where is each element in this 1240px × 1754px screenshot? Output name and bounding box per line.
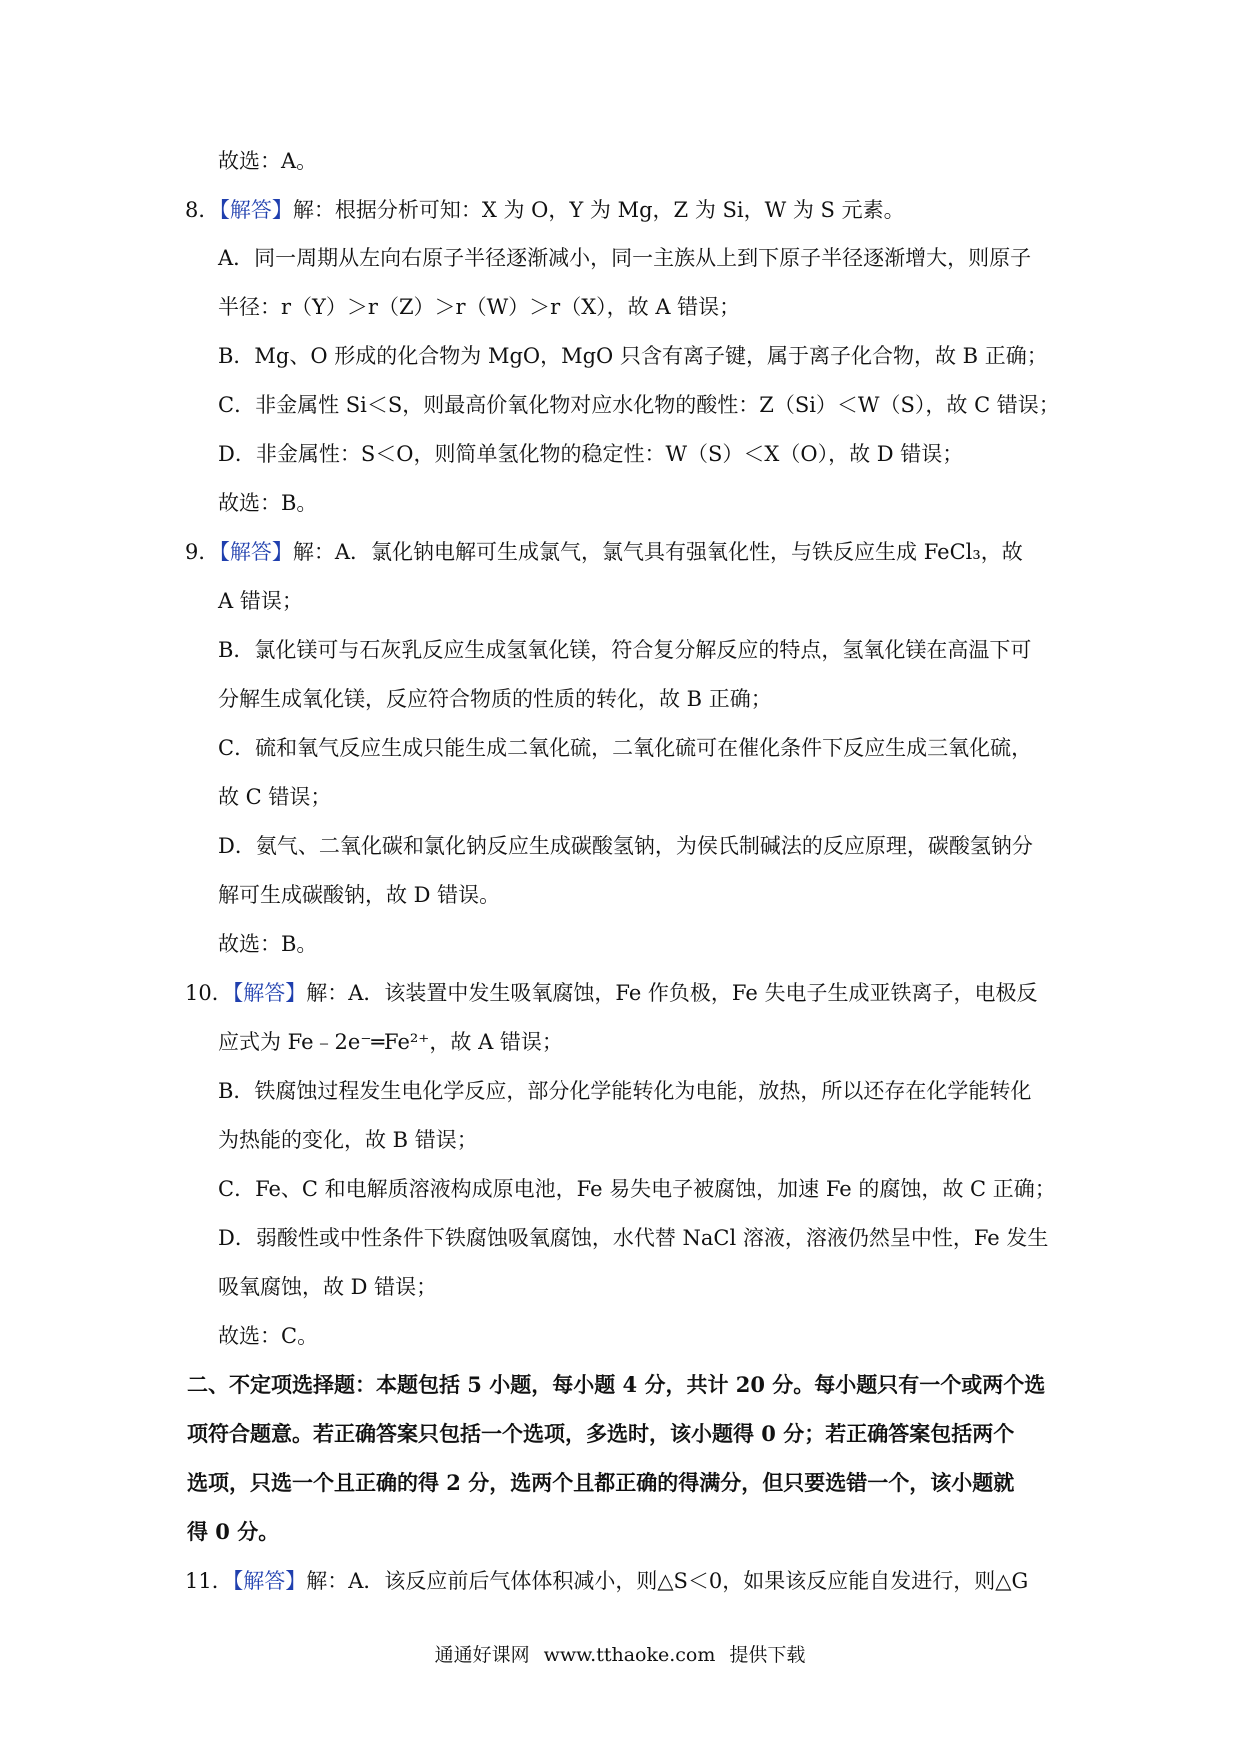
text-line bbox=[218, 733, 1032, 763]
text-line bbox=[218, 1321, 318, 1351]
text-line bbox=[187, 1419, 1014, 1449]
text-line bbox=[185, 1566, 1028, 1596]
line-text: B．铁腐蚀过程发生电化学反应，部分化学能转化为电能，放热，所以还存在化学能转化 bbox=[218, 1079, 1032, 1103]
line-text: D．非金属性：S＜O，则简单氢化物的稳定性：W（S）＜X（O），故 D 错误； bbox=[218, 442, 964, 466]
line-text: 吸氧腐蚀，故 D 错误； bbox=[218, 1275, 438, 1299]
text-line bbox=[218, 831, 1033, 861]
line-text: B．Mg、O 形成的化合物为 MgO，MgO 只含有离子键，属于离子化合物，故 B 正确； bbox=[218, 344, 1048, 368]
text-line bbox=[218, 586, 303, 616]
question-number: 9． bbox=[185, 540, 220, 564]
line-text: 解：A．该装置中发生吸氧腐蚀，Fe 作负极，Fe 失电子生成亚铁离子，电极反 bbox=[306, 981, 1038, 1005]
line-text: 得 0 分。 bbox=[187, 1519, 280, 1544]
line-text: A 错误； bbox=[218, 589, 303, 613]
line-text: 应式为 Fe﹣2e⁻═Fe²⁺，故 A 错误； bbox=[218, 1030, 563, 1054]
page-footer bbox=[0, 1640, 1240, 1667]
text-line bbox=[187, 1370, 1045, 1400]
text-line bbox=[218, 1027, 563, 1057]
line-text: 解可生成碳酸钠，故 D 错误。 bbox=[218, 883, 501, 907]
footer-url: www.tthaoke.com bbox=[543, 1644, 716, 1666]
text-line bbox=[218, 1076, 1031, 1106]
text-line bbox=[218, 1223, 1048, 1253]
text-line bbox=[218, 1125, 478, 1155]
line-text: 解：根据分析可知：X 为 O，Y 为 Mg，Z 为 Si，W 为 S 元素。 bbox=[292, 198, 905, 222]
line-text: 项符合题意。若正确答案只包括一个选项，多选时，该小题得 0 分；若正确答案包括两个 bbox=[187, 1421, 1015, 1446]
line-text: 故选：C。 bbox=[218, 1324, 319, 1348]
answer-tag: 【解答】 bbox=[232, 981, 307, 1005]
footer-note: 提供下载 bbox=[729, 1644, 806, 1666]
footer-site-name: 通通好课网 bbox=[434, 1644, 530, 1666]
text-line bbox=[185, 195, 905, 225]
text-line bbox=[218, 243, 1031, 273]
text-line bbox=[218, 880, 500, 910]
text-line bbox=[218, 439, 963, 469]
text-line bbox=[218, 146, 317, 176]
line-text: 二、不定项选择题：本题包括 5 小题，每小题 4 分，共计 20 分。每小题只有一个或两个选 bbox=[187, 1372, 1046, 1397]
text-line bbox=[218, 929, 317, 959]
text-line bbox=[187, 1468, 1014, 1498]
line-text: C．Fe、C 和电解质溶液构成原电池，Fe 易失电子被腐蚀，加速 Fe 的腐蚀，故 C 正确； bbox=[218, 1177, 1056, 1201]
line-text: 故选：B。 bbox=[218, 932, 318, 956]
text-line bbox=[218, 635, 1031, 665]
text-line bbox=[218, 292, 740, 322]
line-text: 故选：A。 bbox=[218, 149, 318, 173]
text-line bbox=[218, 341, 1048, 371]
text-line bbox=[185, 537, 1023, 567]
line-text: C．非金属性 Si＜S，则最高价氧化物对应水化物的酸性：Z（Si）＜W（S），故 C 错误； bbox=[218, 393, 1060, 417]
line-text: 选项，只选一个且正确的得 2 分，选两个且都正确的得满分，但只要选错一个，该小题就 bbox=[187, 1470, 1015, 1495]
answer-tag: 【解答】 bbox=[219, 540, 293, 564]
text-line bbox=[185, 978, 1037, 1008]
text-line bbox=[218, 1272, 437, 1302]
line-text: 为热能的变化，故 B 错误； bbox=[218, 1128, 478, 1152]
question-number: 8． bbox=[185, 198, 220, 222]
text-line bbox=[218, 390, 1060, 420]
answer-tag: 【解答】 bbox=[232, 1569, 307, 1593]
line-text: D．氨气、二氧化碳和氯化钠反应生成碳酸氢钠，为侯氏制碱法的反应原理，碳酸氢钠分 bbox=[218, 834, 1033, 858]
text-line bbox=[218, 488, 317, 518]
line-text: D．弱酸性或中性条件下铁腐蚀吸氧腐蚀，水代替 NaCl 溶液，溶液仍然呈中性，Fe 发生 bbox=[218, 1226, 1049, 1250]
question-number: 10． bbox=[185, 981, 233, 1005]
line-text: 半径：r（Y）＞r（Z）＞r（W）＞r（X），故 A 错误； bbox=[218, 295, 741, 319]
text-line bbox=[218, 684, 772, 714]
text-line bbox=[187, 1517, 279, 1547]
line-text: 故 C 错误； bbox=[218, 785, 332, 809]
text-line bbox=[218, 782, 331, 812]
question-number: 11． bbox=[185, 1569, 233, 1593]
line-text: B．氯化镁可与石灰乳反应生成氢氧化镁，符合复分解反应的特点，氢氧化镁在高温下可 bbox=[218, 638, 1032, 662]
line-text: 解：A．该反应前后气体体积减小，则△S＜0，如果该反应能自发进行，则△G bbox=[306, 1569, 1029, 1593]
line-text: A．同一周期从左向右原子半径逐渐减小，同一主族从上到下原子半径逐渐增大，则原子 bbox=[218, 246, 1032, 270]
line-text: 解：A．氯化钠电解可生成氯气，氯气具有强氧化性，与铁反应生成 FeCl₃，故 bbox=[292, 540, 1023, 564]
text-line bbox=[218, 1174, 1056, 1204]
answer-tag: 【解答】 bbox=[219, 198, 293, 222]
line-text: 分解生成氧化镁，反应符合物质的性质的转化，故 B 正确； bbox=[218, 687, 772, 711]
line-text: C．硫和氧气反应生成只能生成二氧化硫，二氧化硫可在催化条件下反应生成三氧化硫， bbox=[218, 736, 1033, 760]
line-text: 故选：B。 bbox=[218, 491, 318, 515]
